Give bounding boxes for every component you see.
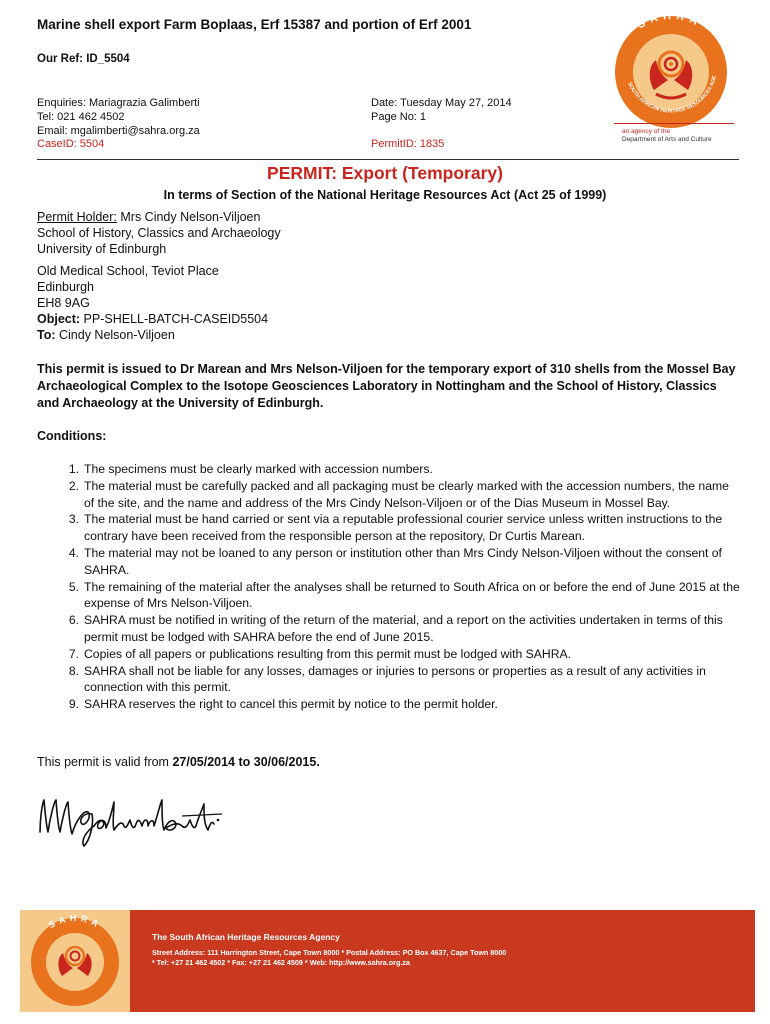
condition-text: The material must be hand carried or sent via a reputable professional courier service unless written instructions to the contrary have been received from the responsible person at the repository, Dr Curtis Marean. xyxy=(84,512,723,544)
permit-title: PERMIT: Export (Temporary) xyxy=(267,163,503,183)
agency-divider xyxy=(614,123,734,124)
address-line-1: Old Medical School, Teviot Place xyxy=(37,264,219,278)
condition-item xyxy=(60,579,740,613)
permit-holder-block xyxy=(37,209,281,257)
to-label: To: xyxy=(37,328,56,342)
condition-item xyxy=(60,478,740,512)
telephone: Tel: 021 462 4502 xyxy=(37,110,125,123)
condition-number: 4. xyxy=(68,545,79,560)
sahra-logo-graphic xyxy=(596,14,746,146)
sahra-logo xyxy=(596,14,746,146)
signature-graphic xyxy=(32,790,242,852)
footer-agency-name: The South African Heritage Resources Agency xyxy=(152,932,340,942)
validity-line xyxy=(37,755,320,769)
condition-text: SAHRA must be notified in writing of the return of the material, and a report on the activities undertaken in terms of this permit must be lodged with SAHRA before the end of June 2015. xyxy=(84,613,723,644)
validity-dates: 27/05/2014 to 30/06/2015. xyxy=(172,755,320,769)
condition-item xyxy=(60,545,740,579)
condition-number: 5. xyxy=(68,579,79,594)
date-block xyxy=(371,97,512,152)
conditions-list xyxy=(60,461,740,713)
permit-id: PermitID: 1835 xyxy=(371,138,445,151)
footer-logo-graphic xyxy=(20,910,130,1012)
condition-item xyxy=(60,696,740,713)
footer-logo-text: SAHRA xyxy=(46,912,104,931)
conditions-heading: Conditions: xyxy=(37,429,107,443)
condition-text: The material may not be loaned to any person or institution other than Mrs Cindy Nelson-Viljoen without the consent of SAHRA. xyxy=(84,545,722,577)
to-line xyxy=(37,327,268,343)
condition-item xyxy=(60,461,740,478)
condition-number: 7. xyxy=(68,646,79,661)
condition-number: 3. xyxy=(68,512,79,527)
validity-prefix: This permit is valid from xyxy=(37,755,173,769)
agency-caption-line1: an agency of the xyxy=(622,128,671,135)
logo-ring-text-bottom: SOUTH AFRICAN HERITAGE RESOURCES AGE xyxy=(626,74,718,115)
permit-holder-line xyxy=(37,209,281,225)
logo-ring-text: SAHRA xyxy=(635,14,705,32)
act-reference: In terms of Section of the National Heritage Resources Act (Act 25 of 1999) xyxy=(163,188,607,202)
condition-item xyxy=(60,511,740,545)
enquiries: Enquiries: Mariagrazia Galimberti xyxy=(37,97,200,109)
condition-text: SAHRA reserves the right to cancel this permit by notice to the permit holder. xyxy=(84,697,498,712)
permit-holder-name: Mrs Cindy Nelson-Viljoen xyxy=(116,210,261,224)
object-label: Object: xyxy=(37,312,81,326)
object-line xyxy=(37,311,268,327)
object-value: PP-SHELL-BATCH-CASEID5504 xyxy=(80,312,269,326)
document-title: Marine shell export Farm Boplaas, Erf 15387 and portion of Erf 2001 xyxy=(37,17,472,32)
footer-contact: * Tel: +27 21 462 4502 * Fax: +27 21 462 4509 * Web: http://www.sahra.org.za xyxy=(152,957,410,967)
to-value: Cindy Nelson-Viljoen xyxy=(55,328,175,342)
address-line-3: EH8 9AG xyxy=(37,296,90,310)
agency-caption xyxy=(622,128,712,144)
permit-intro: This permit is issued to Dr Marean and Mrs Nelson-Viljoen for the temporary export of 310 shells from the Mossel Bay Archaeological Complex to the Isotope Geosciences Laboratory in Nottingham and the School of History, Classics and Archaeology at the University of Edinburgh. xyxy=(37,362,736,410)
condition-number: 9. xyxy=(68,697,79,712)
condition-text: The remaining of the material after the analyses shall be returned to South Africa on or before the end of June 2015 at the expense of Mrs Nelson-Viljoen. xyxy=(84,579,740,611)
date: Date: Tuesday May 27, 2014 xyxy=(371,97,512,109)
header-divider xyxy=(37,159,739,160)
footer-address xyxy=(152,948,506,967)
footer-logo-disc xyxy=(46,933,104,991)
email: Email: mgalimberti@sahra.org.za xyxy=(37,124,200,137)
footer-logo-panel xyxy=(20,910,130,1012)
agency-caption-line2: Department of Arts and Culture xyxy=(622,136,712,143)
condition-item xyxy=(60,663,740,697)
permit-holder-label: Permit Holder: xyxy=(37,210,117,224)
address-line-2: Edinburgh xyxy=(37,280,94,294)
holder-department: School of History, Classics and Archaeology xyxy=(37,226,281,240)
page-number: Page No: 1 xyxy=(371,110,427,123)
enquiries-block xyxy=(37,97,200,152)
footer-street-address: Street Address: 111 Harrington Street, Cape Town 8000 * Postal Address: PO Box 4637, Cape Town 8000 xyxy=(152,948,507,957)
condition-number: 1. xyxy=(68,462,79,476)
condition-item xyxy=(60,612,740,646)
signature xyxy=(32,790,242,852)
address-block xyxy=(37,263,268,343)
spacer xyxy=(371,125,512,139)
condition-text: SAHRA shall not be liable for any losses, damages or injuries to persons or properties as a result of any activities in connection with this permit. xyxy=(84,663,706,695)
holder-university: University of Edinburgh xyxy=(37,242,167,256)
condition-number: 8. xyxy=(68,663,79,678)
condition-text: The specimens must be clearly marked with accession numbers. xyxy=(84,462,433,476)
condition-number: 2. xyxy=(68,478,79,493)
condition-item xyxy=(60,646,740,663)
condition-number: 6. xyxy=(68,613,79,628)
case-id: CaseID: 5504 xyxy=(37,138,105,151)
our-ref: Our Ref: ID_5504 xyxy=(37,53,130,65)
condition-text: Copies of all papers or publications resulting from this permit must be lodged with SAHRA. xyxy=(84,646,572,661)
condition-text: The material must be carefully packed and all packaging must be clearly marked with the accession numbers, the name of the site, and the name and address of the Mrs Cindy Nelson-Viljoen or of the Dias Museum in Mossel Bay. xyxy=(84,478,729,510)
